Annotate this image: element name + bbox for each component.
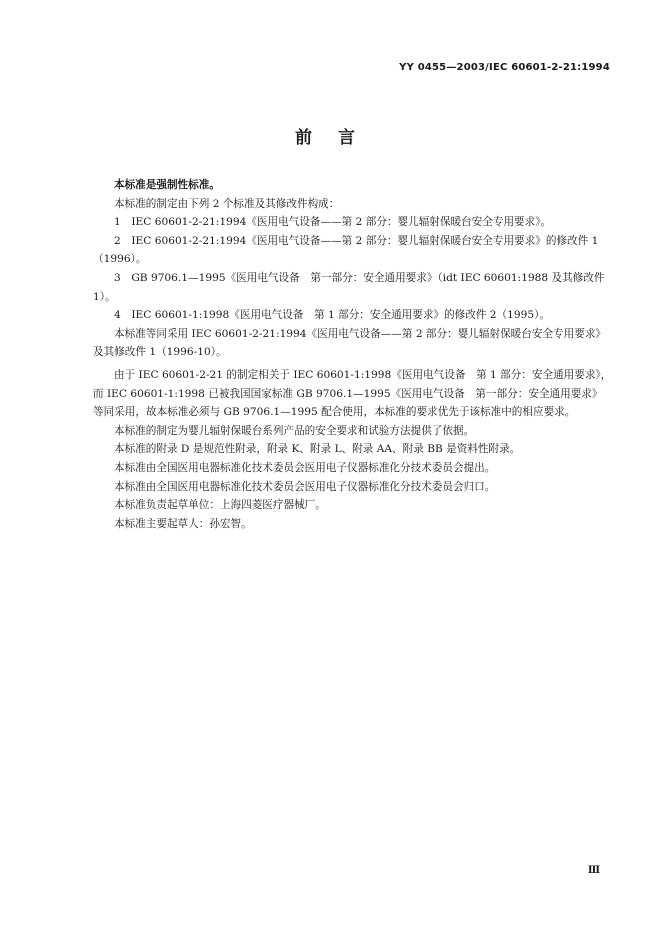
list-item-4: 4 IEC 60601-1:1998《医用电气设备 第 1 部分：安全通用要求》的修改件 2（1995）。 [114, 309, 550, 322]
paragraph-equivalence: 本标准等同采用 IEC 60601-2-21:1994《医用电气设备——第 2 部分：婴儿辐射保暖台安全专用要求》及其修改件 1（1996-10）。 [93, 327, 607, 359]
paragraph-relation: 由于 IEC 60601-2-21 的制定相关于 IEC 60601-1:1998《医用电气设备 第 1 部分：安全通用要求》，而 IEC 60601-1:1998 已被我国国家标准 GB 9706.1—1995《医用电气设备 第一部分：安全通用要求》等同采用，故本标准必须与 GB 9706.1—1995 配合使用，本标准的要求优先于该标准中的相应要求。 [93, 368, 612, 419]
paragraph-drafter: 本标准主要起草人：孙宏智。 [114, 517, 252, 530]
page-number: Ⅲ [587, 865, 600, 876]
paragraph-basis: 本标准的制定为婴儿辐射保暖台系列产品的安全要求和试验方法提供了依据。 [114, 424, 475, 437]
paragraph-mandatory: 本标准是强制性标准。 [114, 179, 220, 191]
foreword-body [93, 176, 613, 533]
paragraph-annexes: 本标准的附录 D 是规范性附录，附录 K、附录 L、附录 AA、附录 BB 是资料性附录。 [114, 443, 521, 456]
standard-code-header: YY 0455—2003/IEC 60601-2-21:1994 [399, 62, 610, 73]
paragraph-proposed-by: 本标准由全国医用电器标准化技术委员会医用电子仪器标准化分技术委员会提出。 [114, 461, 496, 474]
paragraph-managed-by: 本标准由全国医用电器标准化技术委员会医用电子仪器标准化分技术委员会归口。 [114, 480, 496, 493]
page-title: 前言 [295, 128, 381, 148]
list-item-2: 2 IEC 60601-2-21:1994《医用电气设备——第 2 部分：婴儿辐射保暖台安全专用要求》的修改件 1（1996）。 [93, 234, 599, 266]
list-item-3: 3 GB 9706.1—1995《医用电气设备 第一部分：安全通用要求》（idt IEC 60601:1988 及其修改件 1）。 [93, 271, 605, 303]
paragraph-composition: 本标准的制定由下列 2 个标准及其修改件构成： [114, 197, 340, 210]
list-item-1: 1 IEC 60601-2-21:1994《医用电气设备——第 2 部分：婴儿辐射保暖台安全专用要求》。 [114, 216, 552, 229]
paragraph-drafting-unit: 本标准负责起草单位：上海四菱医疗器械厂。 [114, 499, 326, 512]
